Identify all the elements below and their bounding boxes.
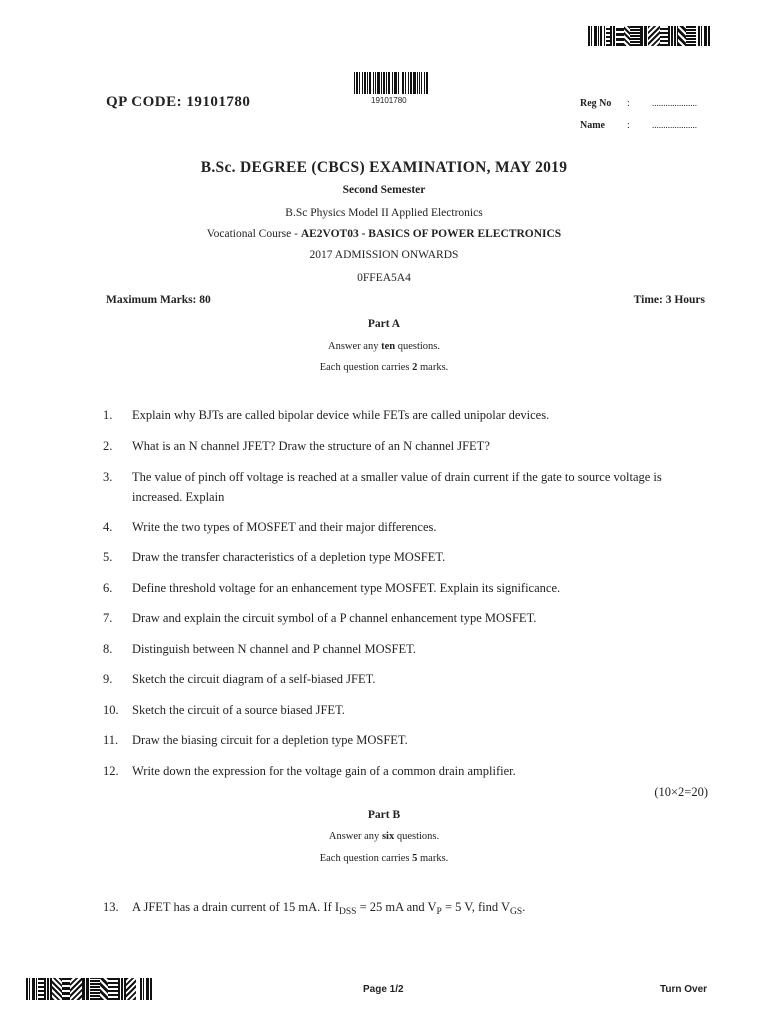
question-7	[103, 608, 703, 628]
question-number: 4.	[103, 520, 113, 534]
question-4	[103, 517, 703, 537]
part-b-marks-prefix: Each question carries	[319, 853, 413, 864]
question-5	[103, 547, 703, 567]
part-b-instruction-suffix: questions.	[394, 831, 440, 842]
semester: Second Semester	[342, 184, 426, 196]
course-line	[0, 228, 768, 240]
part-a-marks-suffix: marks.	[417, 362, 449, 373]
question-text	[132, 897, 703, 922]
q13-text-4: .	[522, 900, 526, 914]
part-a-marks-value: 2	[412, 362, 418, 373]
course-name: AE2VOT03 - BASICS OF POWER ELECTRONICS	[300, 228, 562, 240]
part-b-title: Part B	[367, 809, 401, 821]
time-allowed: Time: 3 Hours	[633, 294, 705, 306]
question-text: The value of pinch off voltage is reached at a smaller value of drain current if the gate to source voltage is increased. Explain	[132, 470, 662, 504]
question-text: Draw and explain the circuit symbol of a P channel enhancement type MOSFET.	[132, 611, 537, 625]
reg-no-label: Reg No	[580, 98, 612, 109]
q13-sub-dss: DSS	[339, 907, 357, 917]
question-number: 7.	[103, 611, 113, 625]
q13-sub-p: P	[436, 907, 442, 917]
name-label: Name	[580, 120, 605, 131]
q13-text-2: = 25 mA and V	[356, 900, 437, 914]
part-a-instruction-suffix: questions.	[395, 341, 440, 352]
name-colon: :	[627, 120, 630, 131]
question-number: 12.	[103, 764, 119, 778]
question-number: 8.	[103, 642, 113, 656]
part-b-marks-note	[0, 853, 768, 864]
question-3	[103, 467, 703, 507]
part-a-instruction-count: ten	[381, 341, 396, 352]
page-number: Page 1/2	[363, 984, 404, 995]
part-a-marks-note	[0, 362, 768, 373]
center-barcode	[354, 72, 428, 94]
exam-title: B.Sc. DEGREE (CBCS) EXAMINATION, MAY 2019	[200, 159, 568, 176]
qp-code: QP CODE: 19101780	[106, 94, 251, 110]
question-text: Define threshold voltage for an enhancement type MOSFET. Explain its significance.	[132, 581, 561, 595]
admission: 2017 ADMISSION ONWARDS	[309, 249, 459, 261]
part-b-instruction-count: six	[381, 831, 395, 842]
question-text: Draw the biasing circuit for a depletion type MOSFET.	[132, 733, 408, 747]
question-number: 5.	[103, 550, 113, 564]
question-text: Draw the transfer characteristics of a depletion type MOSFET.	[132, 550, 446, 564]
q13-text-3: = 5 V, find V	[441, 900, 511, 914]
question-12	[103, 761, 703, 781]
question-number: 6.	[103, 581, 113, 595]
question-text: What is an N channel JFET? Draw the structure of an N channel JFET?	[132, 439, 490, 453]
part-b-marks-value: 5	[412, 853, 418, 864]
part-a-score: (10×2=20)	[654, 785, 708, 799]
turn-over: Turn Over	[660, 984, 708, 995]
question-text: Sketch the circuit diagram of a self-biased JFET.	[132, 672, 376, 686]
question-text: Distinguish between N channel and P channel MOSFET.	[132, 642, 416, 656]
question-text: Write the two types of MOSFET and their major differences.	[132, 520, 437, 534]
question-2	[103, 436, 703, 456]
question-text: Sketch the circuit of a source biased JFET.	[132, 703, 345, 717]
course-prefix: Vocational Course -	[206, 228, 301, 240]
programme: B.Sc Physics Model II Applied Electronics	[285, 207, 483, 219]
part-b-instruction	[0, 831, 768, 842]
q13-sub-gs: GS	[510, 907, 523, 917]
question-10	[103, 700, 703, 720]
part-b-instruction-prefix: Answer any	[328, 831, 382, 842]
question-11	[103, 730, 703, 750]
question-number: 1.	[103, 408, 113, 422]
question-number: 3.	[103, 470, 113, 484]
top-right-barcode	[588, 26, 716, 46]
question-1	[103, 405, 703, 425]
name-field[interactable]: ....................	[652, 120, 697, 130]
part-a-title: Part A	[367, 318, 401, 330]
question-number: 11.	[103, 733, 119, 747]
reg-no-field[interactable]: ....................	[652, 98, 697, 108]
question-9	[103, 669, 703, 689]
paper-code: 0FFEA5A4	[357, 272, 411, 284]
question-8	[103, 639, 703, 659]
q13-text-1: A JFET has a drain current of 15 mA. If I	[132, 900, 340, 914]
reg-no-colon: :	[627, 98, 630, 109]
bottom-left-barcode	[26, 978, 156, 1000]
part-a-instruction	[0, 341, 768, 352]
part-a-instruction-prefix: Answer any	[328, 341, 382, 352]
question-13	[103, 897, 703, 922]
question-number: 13.	[103, 900, 119, 914]
question-6	[103, 578, 703, 598]
part-b-marks-suffix: marks.	[417, 853, 449, 864]
question-number: 10.	[103, 703, 119, 717]
part-a-marks-prefix: Each question carries	[319, 362, 413, 373]
question-number: 2.	[103, 439, 113, 453]
barcode-number: 19101780	[371, 96, 407, 105]
question-text: Explain why BJTs are called bipolar device while FETs are called unipolar devices.	[132, 408, 550, 422]
question-number: 9.	[103, 672, 113, 686]
max-marks: Maximum Marks: 80	[106, 294, 211, 306]
question-text: Write down the expression for the voltage gain of a common drain amplifier.	[132, 764, 516, 778]
